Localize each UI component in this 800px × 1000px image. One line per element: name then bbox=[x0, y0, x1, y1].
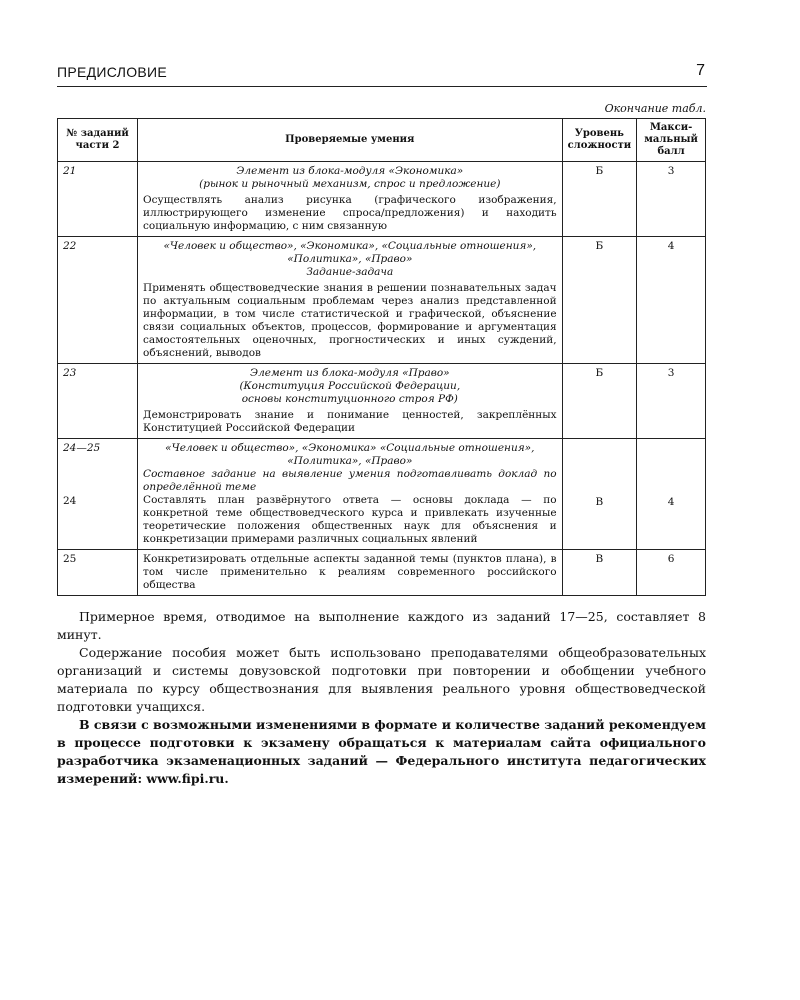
table-caption: Окончание табл. bbox=[604, 102, 706, 115]
task-number: 24—25 bbox=[63, 442, 101, 454]
block-title: «Человек и общество», «Экономика» «Социальные отношения», bbox=[165, 442, 535, 454]
table-row bbox=[58, 162, 706, 237]
block-title: «Политика», «Право» bbox=[287, 455, 413, 467]
paragraph-recommendation: В связи с возможными изменениями в формате и количестве заданий рекомендуем в процессе подготовки к экзамену обращаться к материалам сайта официального разработчика экзаменационных заданий — Федерального института педагогических измерений: www.fipi.ru. bbox=[57, 717, 706, 786]
header-level: Уровень сложности bbox=[562, 119, 637, 162]
task-number: 23 bbox=[58, 364, 138, 439]
body-text bbox=[57, 608, 706, 788]
block-title: Элемент из блока-модуля «Право» bbox=[250, 367, 450, 379]
skill-cell bbox=[138, 237, 563, 364]
level-value: Б bbox=[562, 237, 637, 364]
level-value: Б bbox=[562, 364, 637, 439]
skill-cell bbox=[138, 439, 563, 550]
header-skills: Проверяемые умения bbox=[138, 119, 563, 162]
block-title: «Политика», «Право» bbox=[287, 253, 413, 265]
skill-cell bbox=[138, 162, 563, 237]
skill-cell bbox=[138, 550, 563, 596]
skills-table bbox=[57, 118, 706, 596]
task-number-cell bbox=[58, 439, 138, 550]
skill-cell bbox=[138, 364, 563, 439]
page-number: 7 bbox=[696, 62, 705, 79]
level-value: В bbox=[562, 439, 637, 550]
max-score: 4 bbox=[637, 237, 706, 364]
page-header bbox=[57, 64, 707, 87]
task-number: 25 bbox=[58, 550, 138, 596]
table-row bbox=[58, 237, 706, 364]
table-row bbox=[58, 550, 706, 596]
max-score: 3 bbox=[637, 162, 706, 237]
block-title: «Человек и общество», «Экономика», «Социальные отношения», bbox=[163, 240, 537, 252]
paragraph-time: Примерное время, отводимое на выполнение каждого из заданий 17—25, составляет 8 минут. bbox=[57, 609, 706, 642]
block-title: (Конституция Российской Федерации, bbox=[239, 380, 461, 392]
header-max: Макси-мальный балл bbox=[637, 119, 706, 162]
block-title: (рынок и рыночный механизм, спрос и предложение) bbox=[199, 178, 501, 190]
task-type: Составное задание на выявление умения подготавливать доклад по определённой теме bbox=[143, 468, 557, 493]
skill-text: Составлять план развёрнутого ответа — основы доклада — по конкретной теме обществоведческого курса и привлекать изученные теоретические положения общественных наук для объяснения и конкретизации примерами различных социальных явлений bbox=[143, 494, 557, 545]
max-score: 4 bbox=[637, 439, 706, 550]
task-number: 21 bbox=[58, 162, 138, 237]
skill-text: Применять обществоведческие знания в решении познавательных задач по актуальным социальным проблемам через анализ представленной информации, в том числе статистической и графической, объяснение связи социальных объектов, процессов, формирование и аргументация самостоятельных оценочных, прогностических и иных суждений, объяснений, выводов bbox=[143, 282, 557, 359]
block-title: основы конституционного строя РФ) bbox=[241, 393, 458, 405]
task-number: 24 bbox=[63, 495, 77, 507]
max-score: 3 bbox=[637, 364, 706, 439]
table-header-row bbox=[58, 119, 706, 162]
task-type: Задание-задача bbox=[306, 266, 394, 278]
block-title: Элемент из блока-модуля «Экономика» bbox=[236, 165, 464, 177]
skill-text: Осуществлять анализ рисунка (графического изображения, иллюстрирующего изменение спроса/предложения) и находить социальную информацию, с ним связанную bbox=[143, 194, 557, 232]
level-value: Б bbox=[562, 162, 637, 237]
skill-text: Конкретизировать отдельные аспекты заданной темы (пунктов плана), в том числе применительно к реалиям современного российского общества bbox=[143, 553, 557, 591]
level-value: В bbox=[562, 550, 637, 596]
header-num: № заданий части 2 bbox=[58, 119, 138, 162]
skill-text: Демонстрировать знание и понимание ценностей, закреплённых Конституцией Российской Федерации bbox=[143, 409, 557, 434]
paragraph-usage: Содержание пособия может быть использовано преподавателями общеобразовательных организаций и системы довузовской подготовки при повторении и обобщении учебного материала по курсу обществознания для выявления реального уровня обществоведческой подготовки учащихся. bbox=[57, 645, 706, 714]
section-title: ПРЕДИСЛОВИЕ bbox=[57, 64, 168, 80]
table-row bbox=[58, 439, 706, 550]
task-number: 22 bbox=[58, 237, 138, 364]
max-score: 6 bbox=[637, 550, 706, 596]
table-row bbox=[58, 364, 706, 439]
